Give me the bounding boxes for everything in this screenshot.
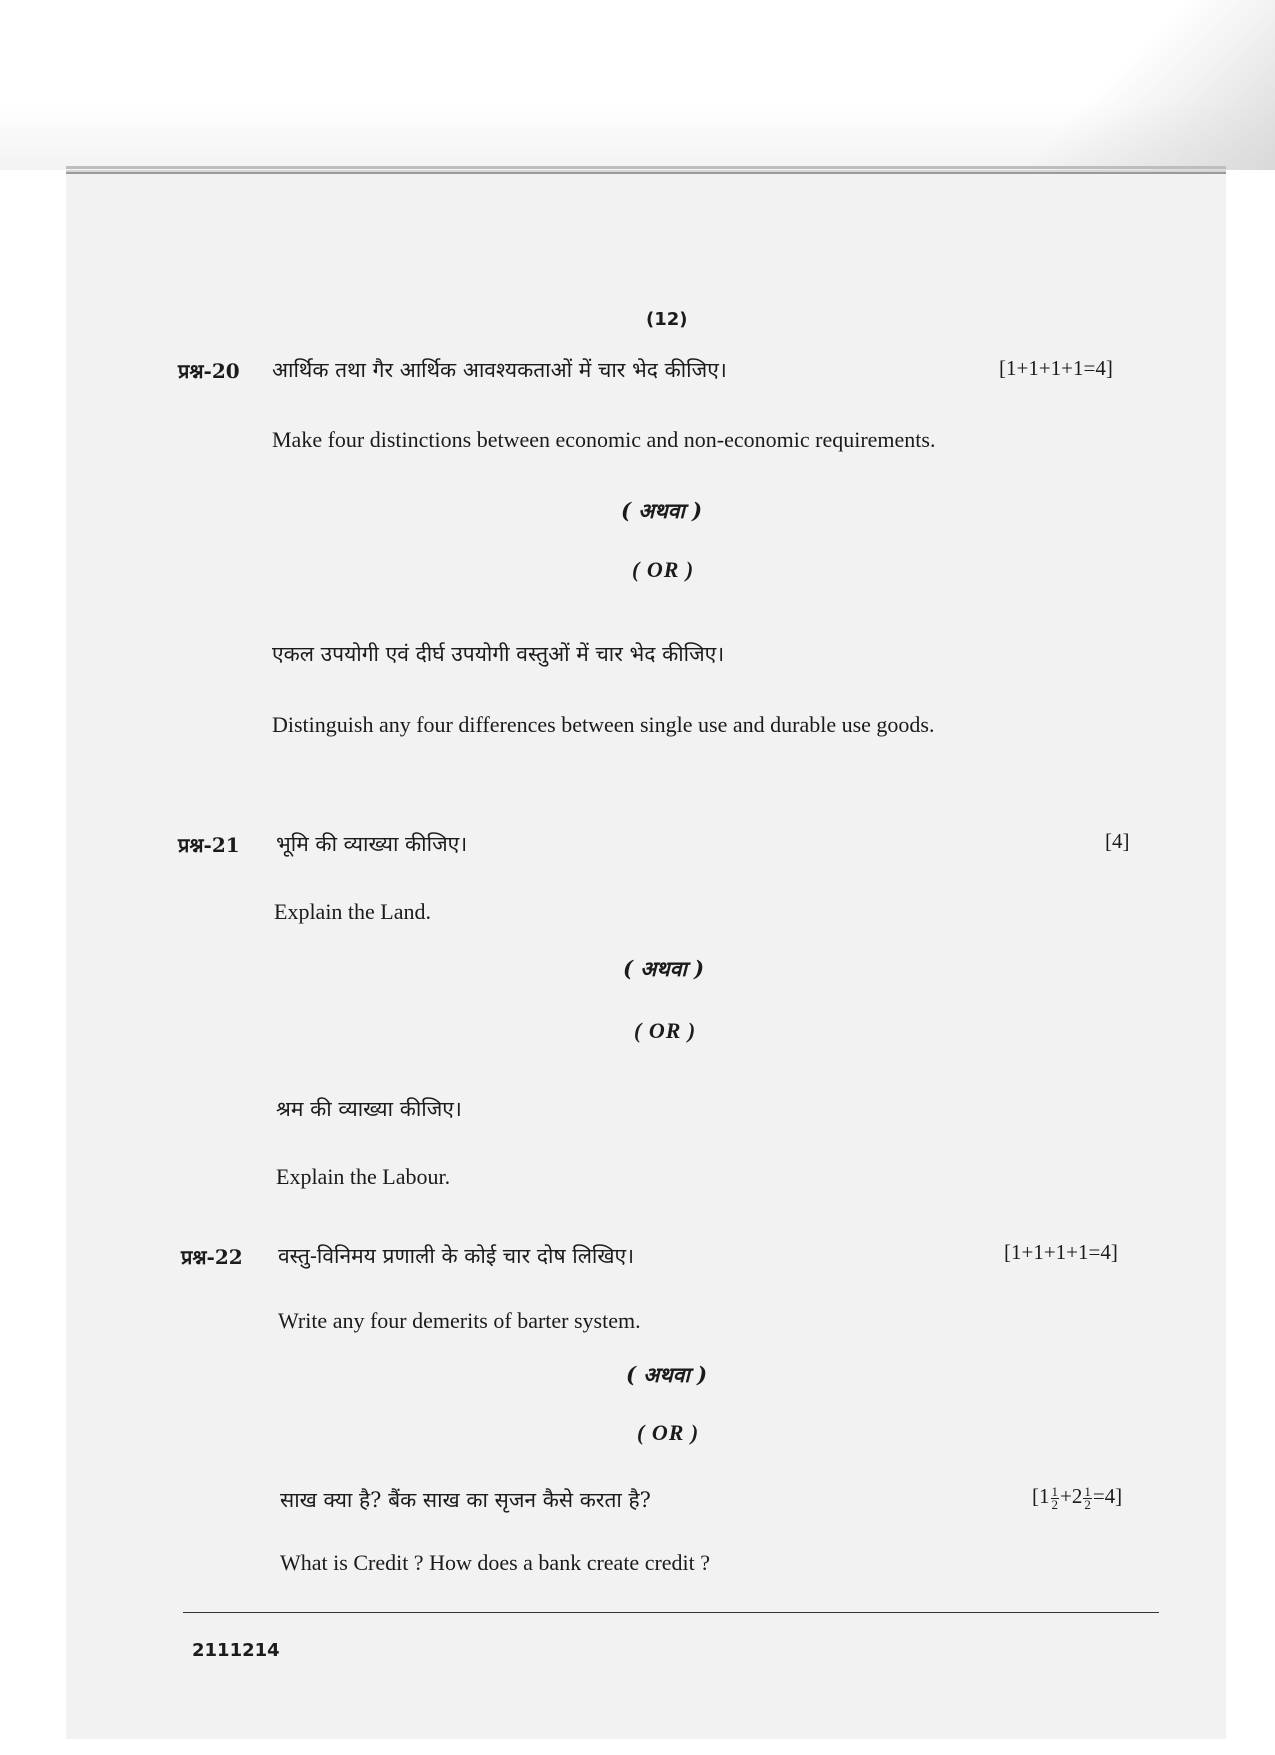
- question-20-marks: [1+1+1+1=4]: [999, 356, 1113, 380]
- footer-rule: [183, 1612, 1159, 1613]
- question-21-alt-english: Explain the Labour.: [276, 1164, 451, 1189]
- question-21-alt-hindi: श्रम की व्याख्या कीजिए।: [276, 1097, 462, 1121]
- question-20-or-english: ( OR ): [632, 557, 695, 582]
- fraction-half: $\frac{1}{2}$: [1084, 1483, 1091, 1512]
- question-21-label: प्रश्न-21: [178, 833, 240, 857]
- question-22-label: प्रश्न-22: [181, 1245, 243, 1269]
- question-20-or-hindi: ( अथवा ): [621, 498, 703, 523]
- question-22-marks: [1+1+1+1=4]: [1004, 1240, 1118, 1264]
- question-21-marks: [4]: [1105, 829, 1130, 853]
- question-22-text-english: Write any four demerits of barter system.: [278, 1308, 641, 1333]
- page-number: (12): [646, 309, 688, 330]
- question-22-alt-hindi: साख क्या है? बैंक साख का सृजन कैसे करता है?: [280, 1488, 651, 1512]
- question-20-text-hindi: आर्थिक तथा गैर आर्थिक आवश्यकताओं में चार भेद कीजिए।: [272, 358, 727, 382]
- question-20-label: प्रश्न-20: [178, 359, 240, 383]
- question-22-or-english: ( OR ): [637, 1420, 700, 1445]
- question-21-or-hindi: ( अथवा ): [623, 956, 705, 981]
- question-20-text-english: Make four distinctions between economic and non-economic requirements.: [272, 427, 936, 452]
- question-22-text-hindi: वस्तु-विनिमय प्रणाली के कोई चार दोष लिखिए।: [278, 1244, 635, 1268]
- question-21-text-hindi: भूमि की व्याख्या कीजिए।: [276, 832, 468, 856]
- scan-shadow: [1015, 0, 1275, 170]
- fraction-half: $\frac{1}{2}$: [1051, 1483, 1058, 1512]
- question-20-alt-english: Distinguish any four differences between single use and durable use goods.: [272, 712, 935, 737]
- question-22-alt-english: What is Credit ? How does a bank create credit ?: [280, 1550, 711, 1575]
- sheet-edge: [66, 166, 1226, 169]
- question-20-alt-hindi: एकल उपयोगी एवं दीर्घ उपयोगी वस्तुओं में चार भेद कीजिए।: [272, 642, 725, 666]
- paper-code: 2111214: [192, 1640, 280, 1661]
- question-22-alt-marks: [1 $\frac{1}{2}$ +2 $\frac{1}{2}$ =4]: [1032, 1483, 1123, 1512]
- question-21-text-english: Explain the Land.: [274, 899, 432, 924]
- question-21-or-english: ( OR ): [634, 1018, 697, 1043]
- question-22-or-hindi: ( अथवा ): [626, 1362, 708, 1387]
